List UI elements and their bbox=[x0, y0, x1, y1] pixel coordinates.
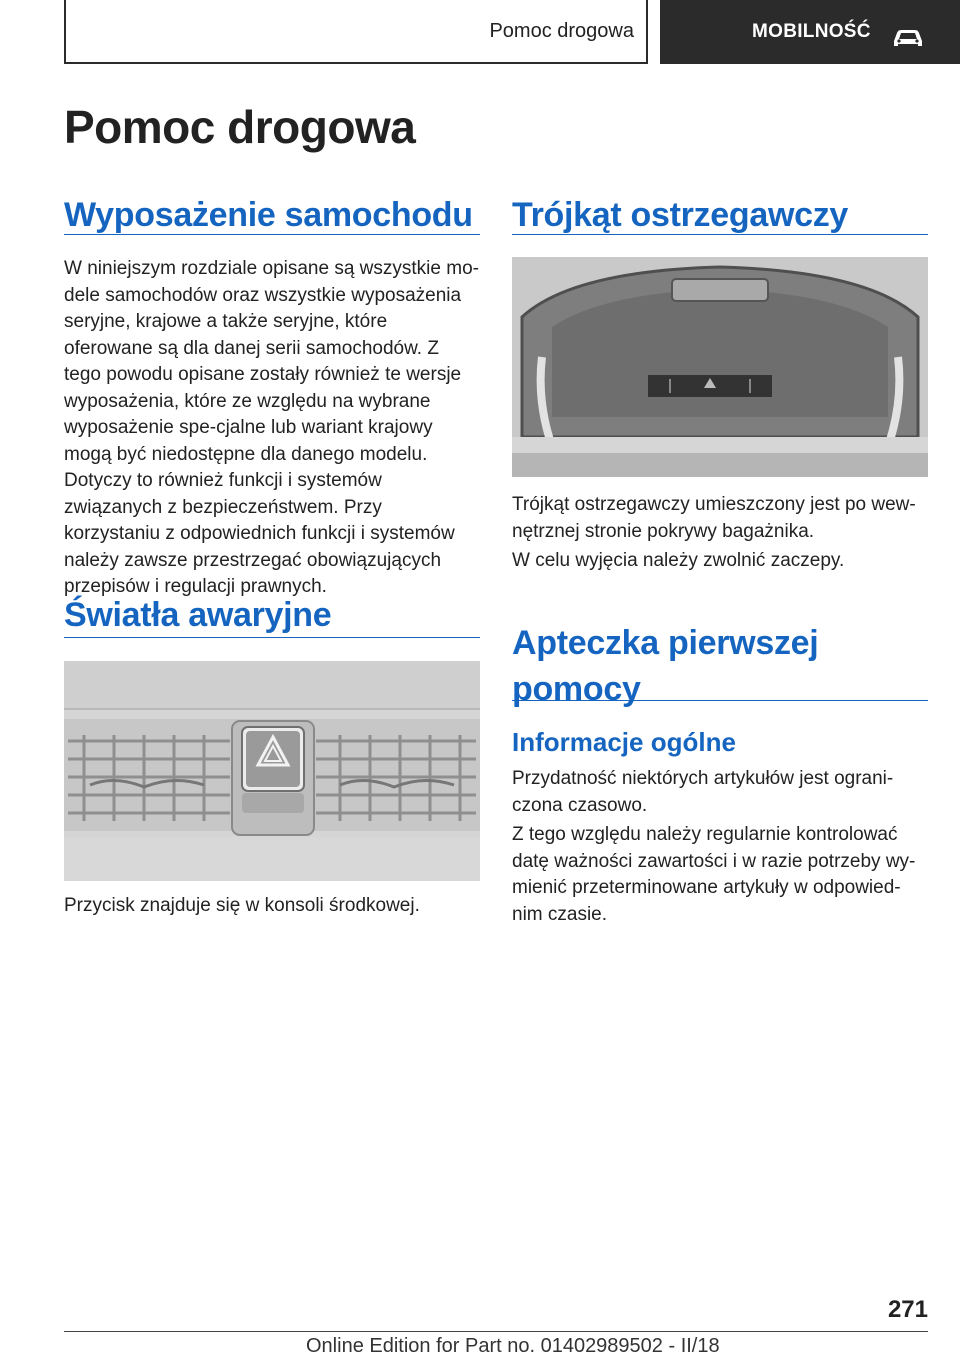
section-title-equipment: Wyposażenie samochodu bbox=[64, 196, 473, 234]
header-chapter-box bbox=[660, 0, 960, 64]
firstaid-text-2: Z tego względu należy regularnie kontrolować datę ważności zawartości i w razie potrzeby wy-mienić przeterminowane artykuły w odpowied-nim czasie. bbox=[512, 824, 916, 925]
trunk-lid-image bbox=[512, 257, 928, 477]
section-rule bbox=[64, 637, 480, 638]
triangle-text-1: Trójkąt ostrzegawczy umieszczony jest po wew-nętrznej stronie pokrywy bagażnika. bbox=[512, 494, 916, 542]
section-title-hazard: Światła awaryjne bbox=[64, 596, 332, 634]
section-rule bbox=[512, 700, 928, 701]
section-rule bbox=[64, 234, 480, 235]
footer-edition: Online Edition for Part no. 01402989502 - II/18 bbox=[306, 1335, 720, 1357]
hazard-button-image bbox=[64, 661, 480, 881]
footer-rule bbox=[64, 1331, 928, 1332]
page-title: Pomoc drogowa bbox=[64, 101, 416, 153]
section-title-triangle: Trójkąt ostrzegawczy bbox=[512, 196, 849, 234]
header-chapter-title: MOBILNOŚĆ bbox=[752, 21, 871, 42]
hazard-caption: Przycisk znajduje się w konsoli środkowej. bbox=[64, 895, 420, 916]
section-rule bbox=[512, 234, 928, 235]
car-icon bbox=[891, 27, 925, 49]
firstaid-text-1: Przydatność niektórych artykułów jest ograni-czona czasowo. bbox=[512, 768, 894, 816]
section-title-firstaid: Apteczka pierwszej pomocy bbox=[512, 624, 819, 708]
header-section-title: Pomoc drogowa bbox=[489, 19, 634, 42]
triangle-text-2: W celu wyjęcia należy zwolnić zaczepy. bbox=[512, 550, 845, 571]
header-section-box bbox=[64, 0, 648, 64]
page-number: 271 bbox=[887, 1296, 928, 1323]
equipment-paragraph: W niniejszym rozdziale opisane są wszystkie mo-dele samochodów oraz wszystkie wyposażenia seryjne, krajowe a także seryjne, które oferowane są dla danej serii samochodów. Z tego powodu opisane zostały również te wersje wyposażenia, które ze względu na wybrane wyposażenie spe-cjalne lub wariant krajowy mogą być niedostępne dla danego modelu. Dotyczy to również funkcji i systemów związanych z bezpieczeństwem. Przy korzystaniu z odpowiednich funkcji i systemów należy zawsze przestrzegać obowiązujących przepisów i regulacji prawnych. bbox=[64, 258, 479, 597]
subsection-title-general: Informacje ogólne bbox=[512, 727, 736, 757]
